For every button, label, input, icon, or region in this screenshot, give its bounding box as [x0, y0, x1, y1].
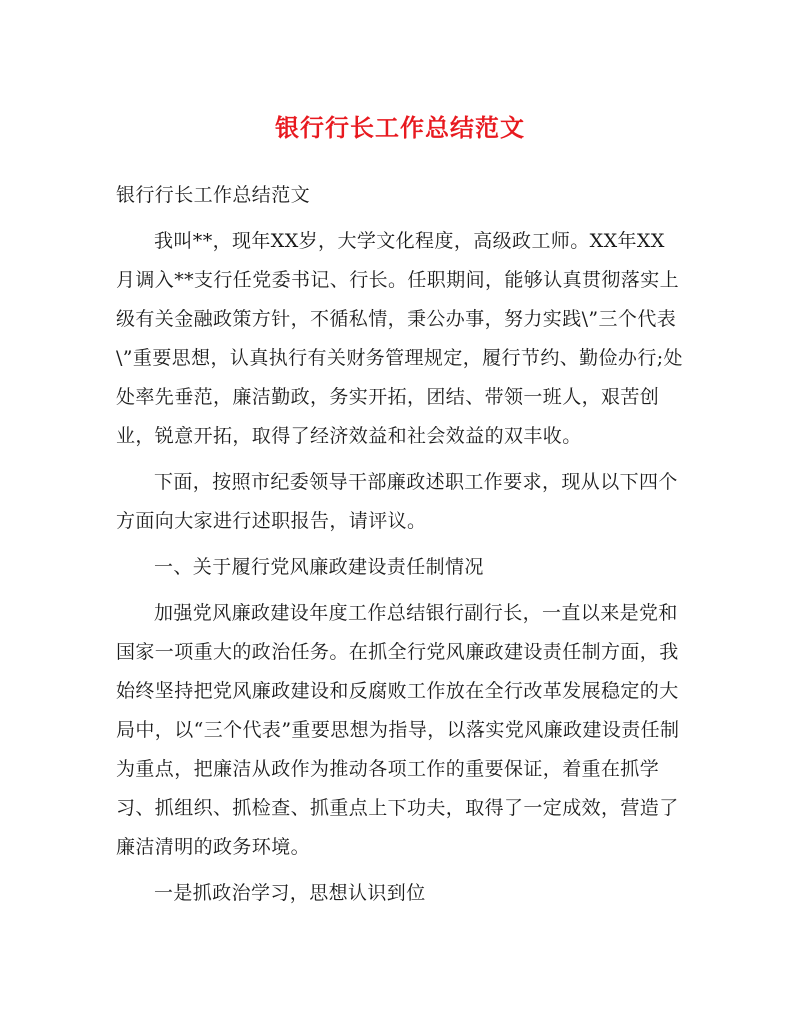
paragraph-section-1: 加强党风廉政建设年度工作总结银行副行长，一直以来是党和国家一项重大的政治任务。在抓全行党风廉政建设责任制方面，我始终坚持把党风廉政建设和反腐败工作放在全行改革发展稳定的大局中，以“三个代表”重要思想为指导，以落实党风廉政建设责任制为重点，把廉洁从政作为推动各项工作的重要保证，着重在抓学习、抓组织、抓检查、抓重点上下功夫，取得了一定成效，营造了廉洁清明的政务环境。 [116, 602, 680, 858]
document-body [116, 176, 684, 920]
body-heading-line: 银行行长工作总结范文 [116, 184, 311, 206]
document-title: 银行行长工作总结范文 [275, 113, 525, 142]
paragraph-overview: 下面，按照市纪委领导干部廉政述职工作要求，现从以下四个方面向大家进行述职报告，请评议。 [116, 471, 678, 532]
paragraph-intro: 我叫**，现年XX岁，大学文化程度，高级政工师。XX年XX月调入**支行任党委书记、行长。任职期间，能够认真贯彻落实上级有关金融政策方针，不循私情，秉公办事，努力实践\”三个代表\”重要思想，认真执行有关财务管理规定，履行节约、勤俭办行;处处率先垂范，廉洁勤政，务实开拓，团结、带领一班人，艰苦创业，锐意开拓，取得了经济效益和社会效益的双丰收。 [116, 230, 683, 447]
subsection-heading-1: 一是抓政治学习，思想认识到位 [154, 882, 426, 904]
section-heading-1: 一、关于履行党风廉政建设责任制情况 [154, 556, 484, 578]
